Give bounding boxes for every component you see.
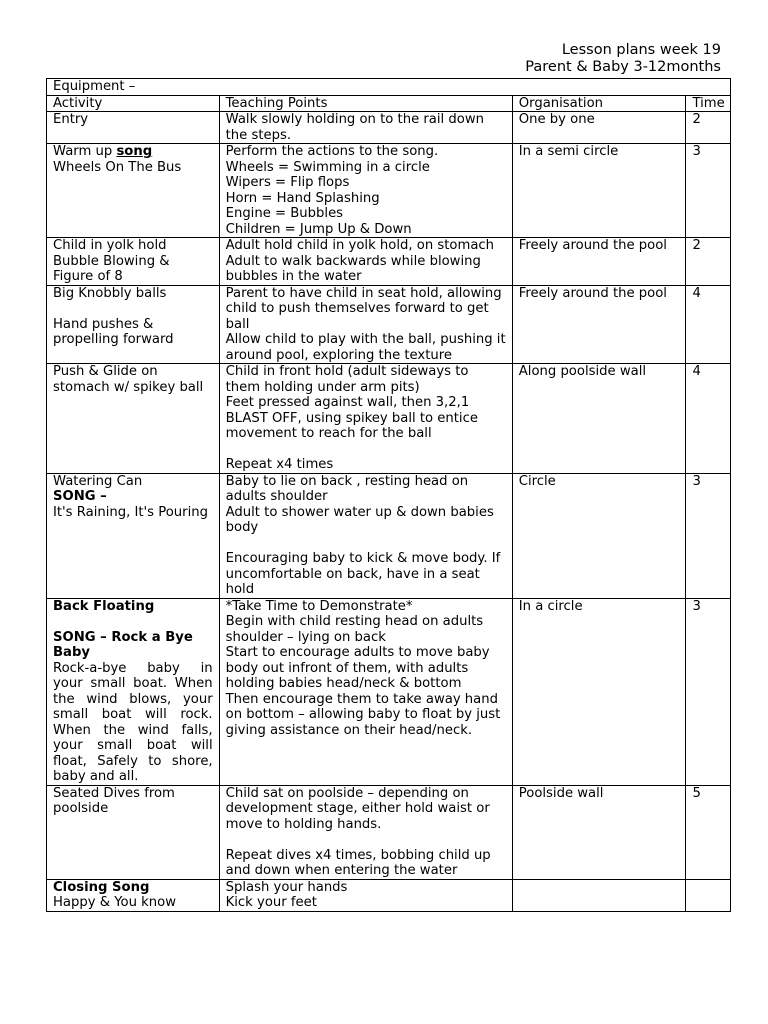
teaching-point: Begin with child resting head on adults shoulder – lying on back [225, 614, 484, 645]
activity-row [47, 112, 731, 144]
time-cell: 3 [686, 144, 731, 238]
activity-row [47, 238, 731, 286]
activity-line: Entry [53, 112, 89, 127]
organisation-cell: Poolside wall [512, 785, 686, 879]
teaching-point: Then encourage them to take away hand on bottom – allowing baby to float by just giving assistance on their head/neck. [225, 691, 501, 738]
organisation-cell: In a semi circle [512, 144, 686, 238]
organisation-cell: One by one [512, 112, 686, 144]
teaching-points-cell [219, 785, 512, 879]
activity-line: Warm up song [53, 144, 153, 159]
teaching-point: Repeat x4 times [225, 457, 334, 472]
teaching-point: Children = Jump Up & Down [225, 221, 412, 237]
document-header [525, 42, 721, 76]
activity-cell [47, 598, 220, 785]
activity-line: Bubble Blowing & [53, 253, 170, 269]
activity-line: Hand pushes & [53, 316, 154, 332]
activity-row [47, 144, 731, 238]
time-cell: 2 [686, 112, 731, 144]
activity-line: It's Raining, It's Pouring [53, 504, 208, 520]
header-title: Lesson plans week 19 [561, 42, 721, 58]
teaching-point: Adult to shower water up & down babies body [225, 504, 494, 535]
teaching-point: Parent to have child in seat hold, allowing child to push themselves forward to get ball [225, 285, 502, 332]
teaching-point: Splash your hands [225, 879, 348, 895]
activity-row [47, 364, 731, 474]
activity-line: SONG – Rock a Bye Baby [53, 629, 193, 660]
column-header-activity: Activity [47, 95, 220, 112]
teaching-point: Child in front hold (adult sideways to them holding under arm pits) [225, 364, 469, 395]
time-cell: 4 [686, 364, 731, 474]
activity-line: Wheels On The Bus [53, 159, 182, 175]
activity-row [47, 285, 731, 364]
time-cell [686, 879, 731, 911]
organisation-cell [512, 879, 686, 911]
activity-song-label: song [116, 144, 153, 159]
activity-cell [47, 112, 220, 144]
teaching-point: Engine = Bubbles [225, 206, 344, 221]
teaching-point: Feet pressed against wall, then 3,2,1 BLAST OFF, using spikey ball to entice movement to reach for the ball [225, 395, 478, 441]
organisation-cell: In a circle [512, 598, 686, 785]
teaching-point: Walk slowly holding on to the rail down the steps. [225, 112, 484, 143]
activity-line [53, 301, 213, 317]
teaching-points-cell [219, 364, 512, 474]
teaching-points-cell [219, 112, 512, 144]
time-cell: 4 [686, 285, 731, 364]
column-header-organisation: Organisation [512, 95, 686, 112]
teaching-point: Wheels = Swimming in a circle [225, 159, 430, 175]
organisation-cell: Along poolside wall [512, 364, 686, 474]
teaching-points-cell [219, 144, 512, 238]
organisation-cell: Freely around the pool [512, 285, 686, 364]
teaching-points-cell [219, 285, 512, 364]
teaching-point: Adult to walk backwards while blowing bubbles in the water [225, 253, 481, 284]
activity-line: Figure of 8 [53, 269, 123, 284]
teaching-point: Encouraging baby to kick & move body. If uncomfortable on back, have in a seat hold [225, 551, 501, 597]
lesson-plan-table [46, 78, 731, 912]
column-header-teaching-points: Teaching Points [219, 95, 512, 112]
activity-line: Push & Glide on stomach w/ spikey ball [53, 364, 204, 395]
teaching-point: Kick your feet [225, 895, 317, 910]
teaching-points-cell [219, 598, 512, 785]
column-header-time: Time [686, 95, 731, 112]
equipment-row [47, 79, 731, 96]
teaching-point: Baby to lie on back , resting head on adults shoulder [225, 473, 469, 504]
teaching-point: Child sat on poolside – depending on development stage, either hold waist or move to holding hands. [225, 785, 490, 832]
teaching-point: Perform the actions to the song. [225, 144, 439, 159]
time-cell: 3 [686, 473, 731, 598]
teaching-point: Horn = Hand Splashing [225, 190, 380, 206]
time-cell: 3 [686, 598, 731, 785]
activity-line: Back Floating [53, 598, 155, 614]
activity-row [47, 879, 731, 911]
activity-line: propelling forward [53, 332, 174, 347]
teaching-point [226, 536, 506, 552]
activity-cell [47, 144, 220, 238]
activity-line: Watering Can [53, 473, 143, 489]
activity-cell [47, 364, 220, 474]
teaching-point: Wipers = Flip flops [225, 175, 350, 190]
activity-cell [47, 879, 220, 911]
activity-row [47, 785, 731, 879]
time-cell: 5 [686, 785, 731, 879]
activity-line: Big Knobbly balls [53, 285, 167, 301]
activity-cell [47, 785, 220, 879]
time-cell: 2 [686, 238, 731, 286]
teaching-points-cell [219, 879, 512, 911]
activity-row [47, 473, 731, 598]
activity-cell [47, 238, 220, 286]
teaching-points-cell [219, 473, 512, 598]
teaching-point [226, 442, 506, 458]
activity-line: Happy & You know [53, 895, 176, 910]
activity-cell [47, 285, 220, 364]
activity-line: SONG – [53, 489, 107, 504]
teaching-point: *Take Time to Demonstrate* [225, 598, 413, 614]
organisation-cell: Circle [512, 473, 686, 598]
activity-line: Rock-a-bye baby in your small boat. When the wind blows, your small boat will rock. When the wind falls, your small boat will float, Safely to shore, baby and all. [53, 660, 213, 784]
activity-cell [47, 473, 220, 598]
teaching-point: Allow child to play with the ball, pushing it around pool, exploring the texture [225, 332, 506, 363]
equipment-cell: Equipment – [47, 79, 731, 96]
activity-line: Child in yolk hold [53, 238, 167, 253]
teaching-points-cell [219, 238, 512, 286]
activity-line: Closing Song [53, 879, 150, 895]
activity-line: Seated Dives from poolside [53, 785, 175, 816]
teaching-point [226, 832, 506, 848]
activity-line [53, 614, 213, 630]
teaching-point: Adult hold child in yolk hold, on stomach [225, 238, 495, 253]
column-header-row [47, 95, 731, 112]
header-subtitle: Parent & Baby 3-12months [525, 59, 721, 75]
organisation-cell: Freely around the pool [512, 238, 686, 286]
teaching-point: Repeat dives x4 times, bobbing child up and down when entering the water [225, 847, 491, 878]
activity-row [47, 598, 731, 785]
teaching-point: Start to encourage adults to move baby body out infront of them, with adults holding babies head/neck & bottom [225, 645, 490, 691]
